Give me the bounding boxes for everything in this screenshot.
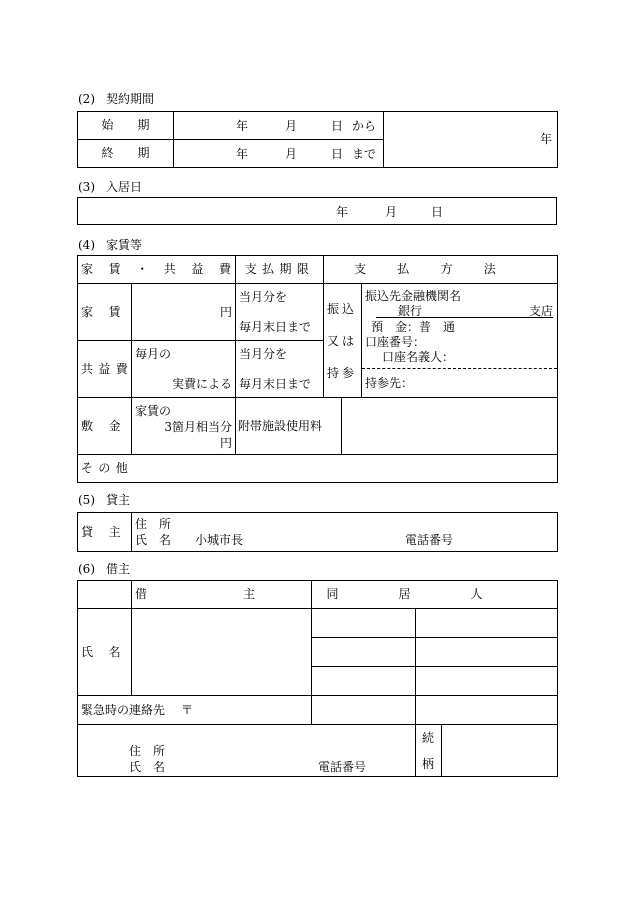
relation-label: 続 柄: [416, 725, 442, 777]
deposit-amount-field[interactable]: 家賃の 3箇月相当分 円: [132, 398, 236, 455]
rent-table: [77, 255, 558, 483]
emergency-contact-row[interactable]: 緊急時の連絡先 〒: [78, 696, 312, 725]
tenant-header-blank: [78, 581, 132, 609]
move-in-heading: (3) 入居日: [78, 180, 143, 194]
bank-info-cell[interactable]: 振込先金融機関名 銀行 支店 預 金：普 通 口座番号： 口座名義人： 持参先：: [362, 284, 558, 398]
tenant-table: [77, 580, 558, 777]
tenant-name-label: 氏名: [78, 609, 132, 696]
common-fee-field[interactable]: 毎月の 実費による: [132, 341, 236, 398]
contract-total-years[interactable]: 年: [384, 112, 558, 168]
rent-label: 家賃: [78, 284, 132, 341]
other-row[interactable]: その他: [78, 455, 558, 483]
cohabitant-info-4[interactable]: [416, 696, 558, 725]
end-label: 終 期: [78, 140, 174, 168]
cohabitant-name-2[interactable]: [312, 638, 416, 667]
cohabitant-header: 同居人: [312, 581, 558, 609]
deposit-label: 敷金: [78, 398, 132, 455]
facility-fee-label: 附帯施設使用料: [236, 398, 342, 455]
rent-due-cell: 当月分を 毎月末日まで: [236, 284, 324, 341]
payment-type-cell: 振込 又は 持参: [324, 284, 362, 398]
cohabitant-info-1[interactable]: [416, 609, 558, 638]
landlord-heading: (5) 貸主: [78, 493, 131, 507]
contract-period-table: [77, 111, 558, 168]
landlord-table: [77, 512, 558, 552]
cohabitant-info-3[interactable]: [416, 667, 558, 696]
move-in-date-field[interactable]: 年 月 日: [78, 198, 557, 225]
end-date-field[interactable]: 年 月 日 まで: [174, 140, 384, 168]
rent-heading: (4) 家賃等: [78, 238, 143, 252]
dashed-divider: [362, 368, 557, 369]
emergency-contact-detail[interactable]: 住 所 氏 名 電話番号: [78, 725, 416, 777]
start-date-field[interactable]: 年 月 日 から: [174, 112, 384, 140]
rent-amount-field[interactable]: 円: [132, 284, 236, 341]
postal-mark: 〒: [181, 702, 194, 717]
period-header: 支払期限: [236, 256, 324, 284]
contract-period-heading: (2) 契約期間: [78, 92, 155, 106]
method-header: 支払方法: [324, 256, 558, 284]
start-label: 始 期: [78, 112, 174, 140]
common-fee-label: 共益費: [78, 341, 132, 398]
fee-header: 家賃・共益費: [78, 256, 236, 284]
relation-field[interactable]: [442, 725, 558, 777]
move-in-table: [77, 197, 557, 225]
cohabitant-name-1[interactable]: [312, 609, 416, 638]
bank-underline: [376, 317, 553, 318]
cohabitant-info-2[interactable]: [416, 638, 558, 667]
landlord-info-cell[interactable]: 住 所 氏 名 小城市長 電話番号: [132, 513, 558, 552]
common-fee-due-cell: 当月分を 毎月末日まで: [236, 341, 324, 398]
cohabitant-name-3[interactable]: [312, 667, 416, 696]
tenant-name-field[interactable]: [132, 609, 312, 696]
facility-fee-field[interactable]: [342, 398, 558, 455]
tenant-header: 借主: [132, 581, 312, 609]
tenant-heading: (6) 借主: [78, 562, 131, 576]
cohabitant-name-4[interactable]: [312, 696, 416, 725]
landlord-label: 貸主: [78, 513, 132, 552]
